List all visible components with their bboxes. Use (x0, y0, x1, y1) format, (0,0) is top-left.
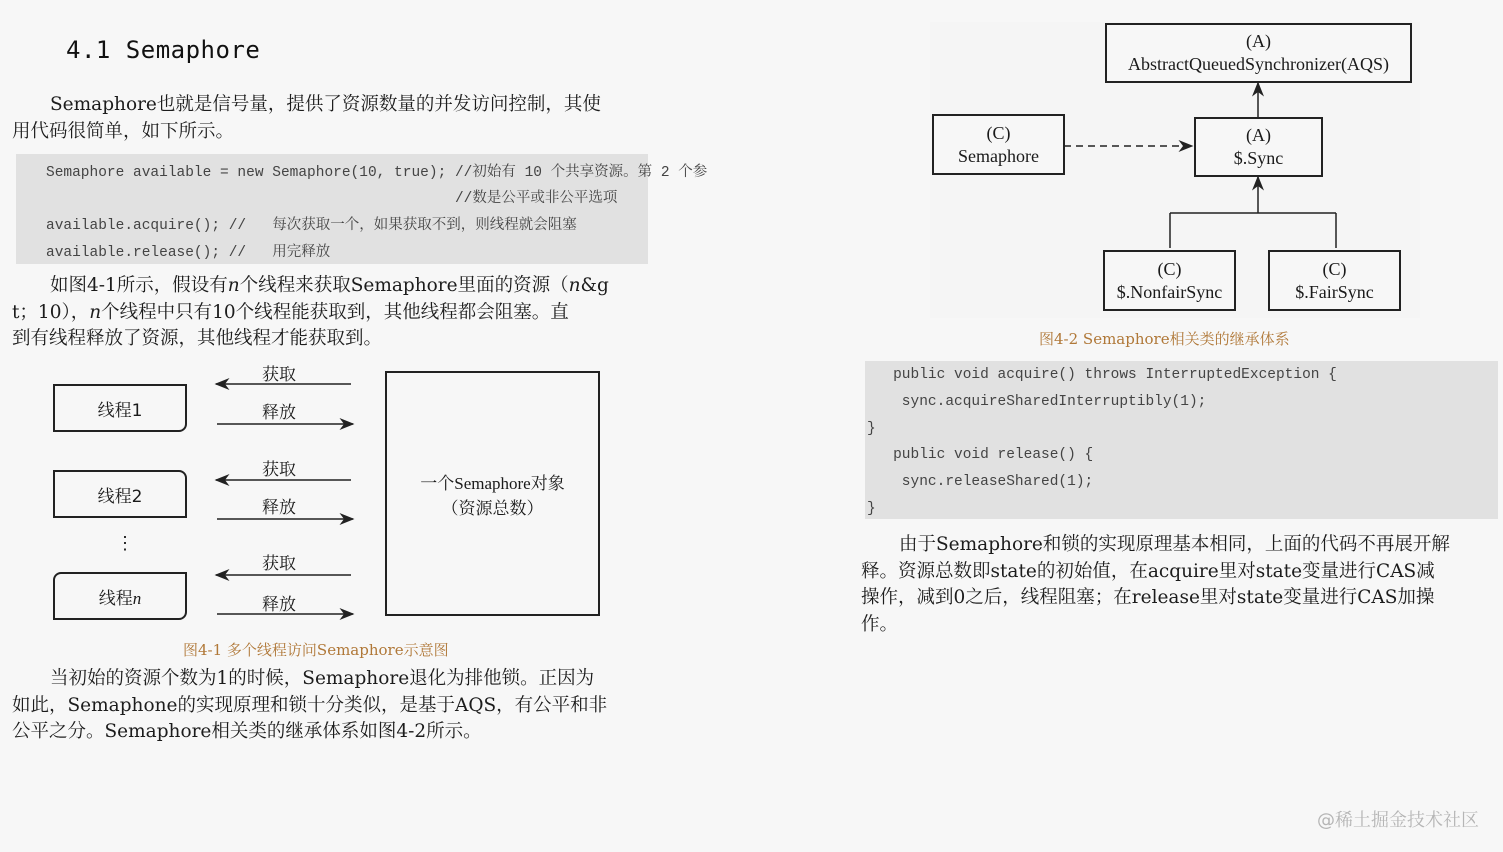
class-node-fairsync: (C) $.FairSync (1268, 250, 1401, 311)
class-node-semaphore: (C) Semaphore (932, 114, 1065, 175)
section-title: 4.1 Semaphore (66, 36, 261, 64)
thread-box-2: 线程2 (53, 470, 187, 518)
acquire-label: 获取 (262, 365, 296, 385)
release-label: 获取 (262, 554, 296, 574)
intro-line-2: 用代码很简单，如下所示。 (12, 120, 235, 142)
watermark: @稀土掘金技术社区 (1317, 810, 1479, 831)
release-label: 释放 (262, 595, 296, 615)
thread-box-n: 线程n (53, 572, 187, 620)
figure-4-2-caption: 图4-2 Semaphore相关类的继承体系 (1039, 330, 1290, 348)
code-line: available.acquire(); // 每次获取一个，如果获取不到，则线程就会阻塞 (46, 218, 577, 234)
figure-4-1-caption: 图4-1 多个线程访问Semaphore示意图 (183, 641, 449, 659)
code-line: Semaphore available = new Semaphore(10, true); //初始有 10 个共享资源。第 2 个参 (46, 165, 708, 181)
code-line: public void acquire() throws InterruptedException { (867, 367, 1337, 383)
code-line: } (867, 501, 876, 517)
class-node-sync: (A) $.Sync (1194, 117, 1323, 177)
acquire-label: 获取 (262, 460, 296, 480)
code-block-usage (16, 154, 708, 264)
code-line: public void release() { (867, 447, 1094, 463)
release-label: 释放 (262, 403, 296, 423)
class-node-nonfairsync: (C) $.NonfairSync (1103, 250, 1236, 311)
intro-line-1: Semaphore也就是信号量，提供了资源数量的并发访问控制，其使 (50, 94, 601, 115)
ellipsis-icon: ⋮ (116, 533, 134, 554)
code-line: sync.acquireSharedInterruptibly(1); (867, 394, 1207, 410)
semaphore-object-box: 一个Semaphore对象 （资源总数） (385, 371, 600, 616)
code-line: } (867, 421, 876, 437)
figure-intro-paragraph: 如图4-1所示，假设有n个线程来获取Semaphore里面的资源（n&g t；10），n个线程中只有10个线程能获取到，其他线程都会阻塞。直 到有线程释放了资源，其他线程才能获取到。 (12, 275, 609, 349)
figure-4-1 (0, 358, 660, 638)
intro-paragraph (12, 92, 648, 145)
code-line: available.release(); // 用完释放 (46, 245, 331, 261)
class-node-aqs: (A) AbstractQueuedSynchronizer(AQS) (1105, 23, 1412, 83)
code-line: sync.releaseShared(1); (867, 474, 1094, 490)
code-line: //数是公平或非公平选项 (46, 191, 618, 207)
implementation-paragraph: 由于Semaphore和锁的实现原理基本相同，上面的代码不再展开解 释。资源总数即state的初始值，在acquire里对state变量进行CAS减 操作，减到0之后，线程阻塞；在release里对state变量进行CAS加操 作。 (861, 534, 1450, 635)
thread-box-1: 线程1 (53, 384, 187, 432)
release-label: 释放 (262, 498, 296, 518)
code-block-acquire-release (865, 361, 1498, 519)
aqs-paragraph: 当初始的资源个数为1的时候，Semaphore退化为排他锁。正因为 如此，Semaphone的实现原理和锁十分类似，是基于AQS，有公平和非 公平之分。Semaphore相关类的继承体系如图4-2所示。 (12, 668, 608, 742)
figure-4-2 (930, 22, 1420, 318)
